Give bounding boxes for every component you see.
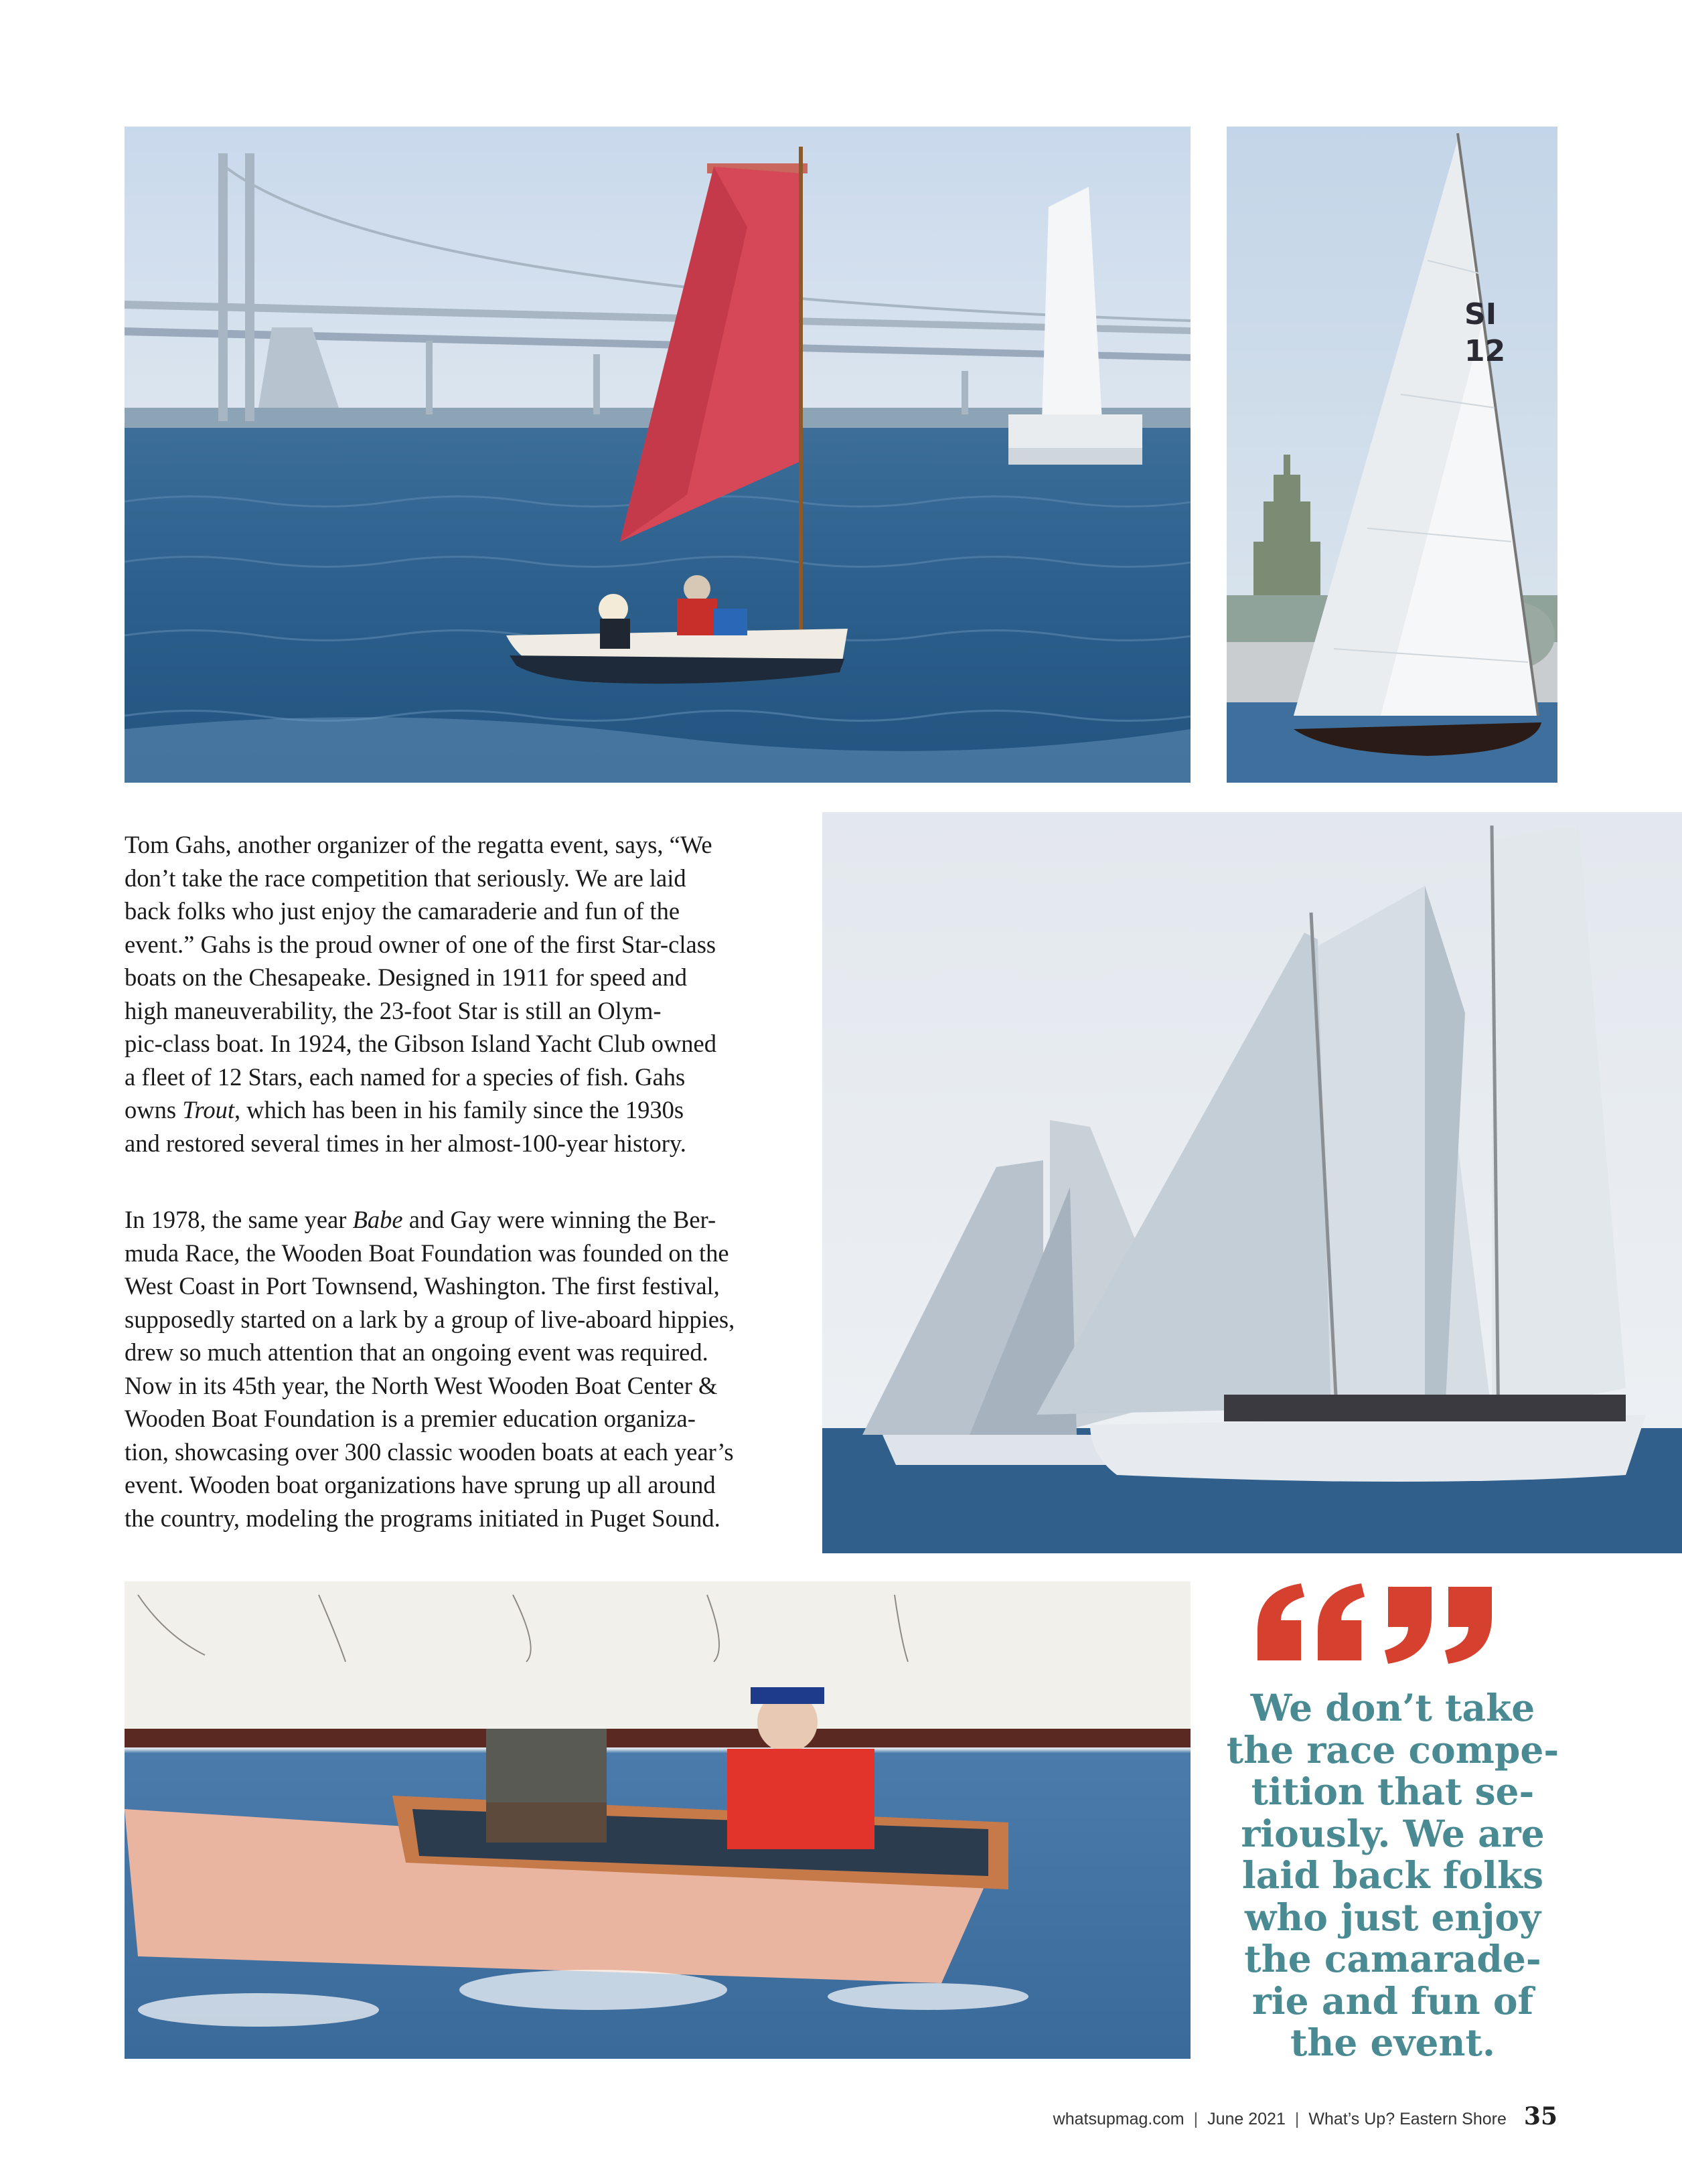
sail-number-prefix: SI [1464, 297, 1497, 331]
pull-quote-line: laid back folks [1241, 1853, 1544, 1897]
pull-quote-line: who just enjoy [1244, 1895, 1541, 1939]
footer-publication: What’s Up? Eastern Shore [1308, 2110, 1507, 2128]
paragraph2-line: Now in its 45th year, the North West Wooden Boat Center & [125, 1371, 718, 1399]
footer-separator: | [1193, 2110, 1199, 2128]
pull-quote-line: We don’t take [1250, 1686, 1535, 1729]
pull-quote [1205, 1687, 1580, 2064]
pull-quote-line: the event. [1290, 2021, 1496, 2064]
article-paragraph-2 [125, 1203, 794, 1535]
paragraph2-line: muda Race, the Wooden Boat Foundation was founded on the [125, 1239, 729, 1267]
paragraph2-line: In 1978, the same year Babe and Gay were winning the Ber- [125, 1206, 716, 1233]
boat-name-babe: Babe [352, 1206, 403, 1233]
footer-site: whatsupmag.com [1053, 2110, 1184, 2128]
article-paragraph-1 [125, 828, 794, 1160]
paragraph1-line: pic-class boat. In 1924, the Gibson Island Yacht Club owned [125, 1030, 717, 1057]
paragraph1-line: high maneuverability, the 23-foot Star is still an Olym- [125, 996, 662, 1024]
paragraph2-line: West Coast in Port Townsend, Washington. The first festival, [125, 1272, 720, 1300]
paragraph1-line: a fleet of 12 Stars, each named for a species of fish. Gahs [125, 1063, 686, 1091]
paragraph1-line: event.” Gahs is the proud owner of one of the first Star-class [125, 930, 716, 958]
paragraph1-line: don’t take the race competition that seriously. We are laid [125, 864, 686, 892]
paragraph2-line: event. Wooden boat organizations have sprung up all around [125, 1471, 716, 1498]
paragraph1-line: boats on the Chesapeake. Designed in 1911 for speed and [125, 963, 687, 991]
photo-schooners [822, 812, 1682, 1553]
pull-quote-line: tition that se- [1251, 1770, 1535, 1813]
page-footer [1053, 2102, 1557, 2130]
paragraph2-line: tion, showcasing over 300 classic wooden boats at each year’s [125, 1437, 734, 1466]
paragraph1-line: owns Trout, which has been in his family since the 1930s [125, 1096, 684, 1123]
quote-marks-icon [1251, 1583, 1499, 1664]
pull-quote-line: rie and fun of [1251, 1978, 1534, 2023]
footer-separator: | [1294, 2110, 1300, 2128]
footer-issue: June 2021 [1207, 2110, 1286, 2128]
paragraph2-line: the country, modeling the programs initiated in Puget Sound. [125, 1504, 720, 1532]
page-number: 35 [1523, 2102, 1557, 2130]
paragraph1-line: and restored several times in her almost-100-year history. [125, 1129, 686, 1157]
photo-star-boat-crew [125, 1581, 1191, 2059]
paragraph2-line: drew so much attention that an ongoing event was required. [125, 1338, 708, 1366]
photo-red-sail-dinghy [125, 127, 1191, 783]
pull-quote-line: riously. We are [1241, 1811, 1545, 1855]
sailor-grey-shirt [486, 1729, 607, 1843]
pull-quote-line: the race compe- [1226, 1727, 1559, 1772]
paragraph2-line: Wooden Boat Foundation is a premier education organiza- [125, 1405, 696, 1432]
paragraph1-line: back folks who just enjoy the camaraderie and fun of the [125, 897, 680, 925]
paragraph2-line: supposedly started on a lark by a group of live-aboard hippies, [125, 1305, 735, 1333]
photo-white-sail-capitol [1227, 127, 1557, 783]
boat-name-trout: Trout [182, 1096, 234, 1123]
sail-number: 12 [1464, 334, 1506, 368]
paragraph1-line: Tom Gahs, another organizer of the regatta event, says, “We [125, 831, 712, 858]
pull-quote-line: the camarade- [1244, 1937, 1541, 1980]
